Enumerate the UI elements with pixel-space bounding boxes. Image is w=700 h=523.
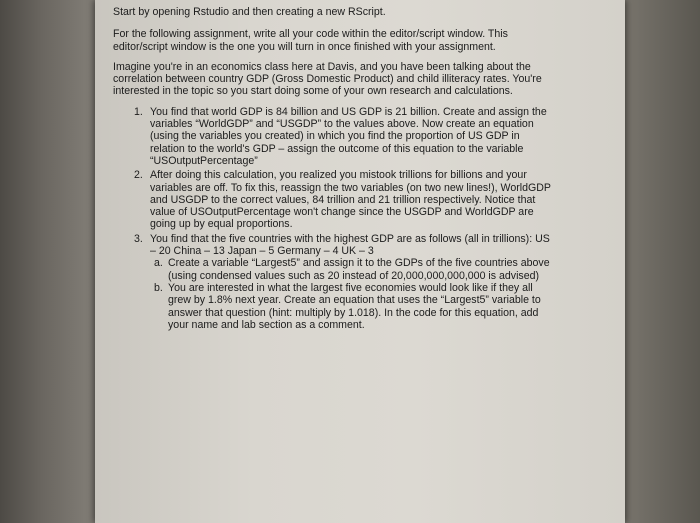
intro-paragraph-2: For the following assignment, write all your code within the editor/script window. This editor/script window is the one you will turn in once finished with your assignment. xyxy=(113,28,508,53)
subtask-letter: a. xyxy=(154,257,163,270)
task-text: After doing this calculation, you realized you mistook trillions for billions and your variables are off. To fix this, reassign the two variables (on two new lines!), WorldGDP and USGDP to the correct values, 84 trillion and 21 trillion respectively. Notice that value of USOutputPercentage won't change since the USGDP and WorldGDP are going up by equal proportions. xyxy=(150,169,551,231)
subtask-item-a xyxy=(150,257,553,282)
subtask-text: Create a variable “Largest5” and assign it to the GDPs of the five countries above (using condensed values such as 20 instead of 20,000,000,000,000 is advised) xyxy=(168,257,550,282)
task-number: 3. xyxy=(134,232,143,245)
task-item-3 xyxy=(113,233,553,331)
task-number: 1. xyxy=(134,105,143,118)
subtask-item-b xyxy=(150,282,553,331)
subtask-list xyxy=(150,257,553,331)
task-text: You find that world GDP is 84 billion and US GDP is 21 billion. Create and assign the variables “WorldGDP” and “USGDP” to the values above. Now create an equation (using the variables you created) in which you find the proportion of US GDP in relation to the world's GDP – assign the outcome of this equation to the variable “USOutputPercentage” xyxy=(150,105,547,167)
task-number: 2. xyxy=(134,169,143,182)
intro-paragraph-1: Start by opening Rstudio and then creating a new RScript. xyxy=(113,6,386,18)
task-item-2 xyxy=(113,169,553,230)
subtask-text: You are interested in what the largest five economies would look like if they all grew by 1.8% next year. Create an equation that uses the “Largest5” variable to answer that question (hint: multiply by 1.018). In the code for this equation, add your name and lab section as a comment. xyxy=(168,281,541,331)
intro-paragraph-3: Imagine you're in an economics class here at Davis, and you have been talking about the correlation between country GDP (Gross Domestic Product) and child illiteracy rates. You're interested in the topic so you start doing some of your own research and calculations. xyxy=(113,60,542,98)
assignment-text xyxy=(113,6,553,333)
task-list xyxy=(113,106,553,331)
task-item-1 xyxy=(113,106,553,167)
task-text: You find that the five countries with the highest GDP are as follows (all in trillions): US – 20 China – 13 Japan – 5 Germany – 4 UK – 3 xyxy=(150,232,550,258)
subtask-letter: b. xyxy=(154,281,163,294)
